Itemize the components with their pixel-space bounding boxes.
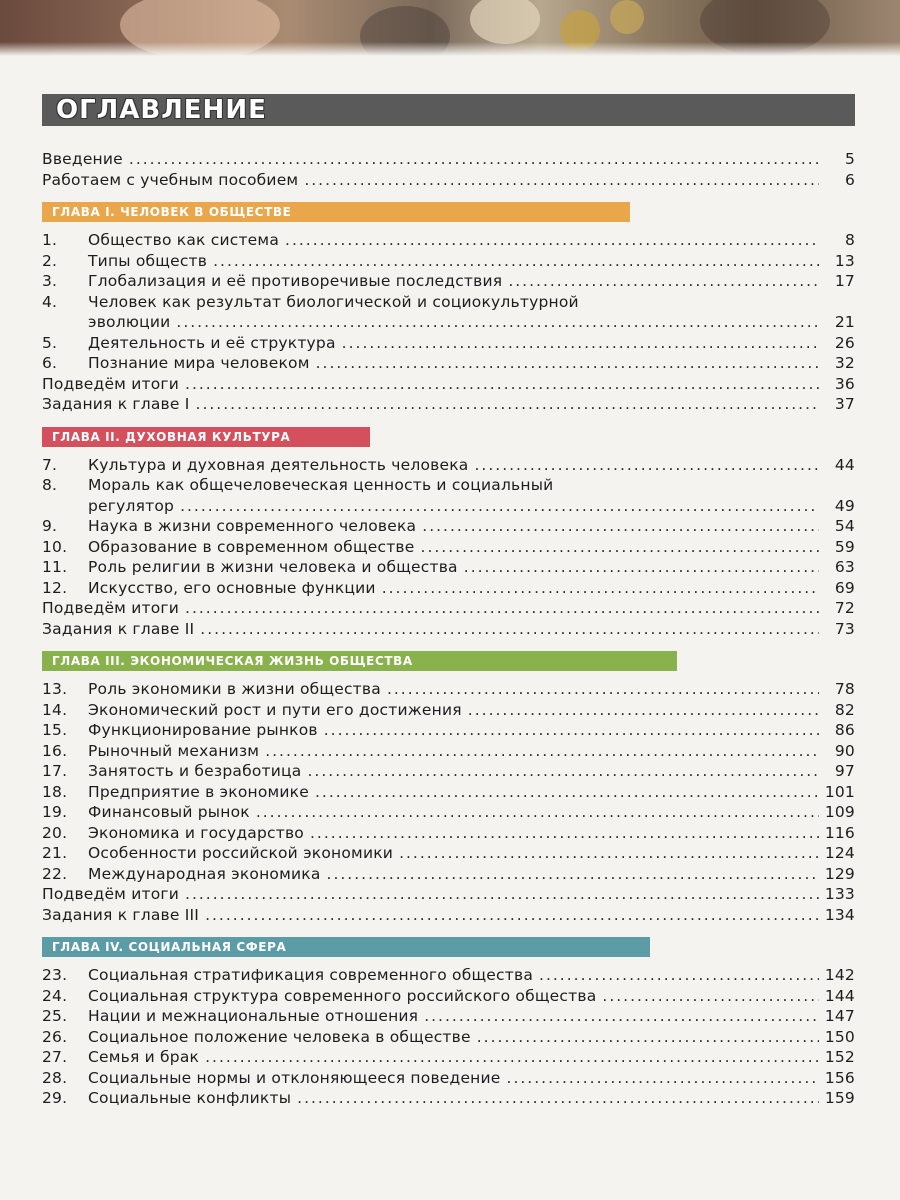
entry-number: 10. [42, 537, 68, 556]
toc-entry[interactable] [42, 803, 855, 824]
entry-number: 6. [42, 354, 58, 372]
entry-title: Мораль как общечеловеческая ценность и социальный [88, 476, 554, 494]
entry-title: Семья и брак [88, 1048, 200, 1066]
toc-entry[interactable] [42, 966, 855, 987]
dot-leader [316, 354, 819, 372]
dot-leader [310, 824, 819, 842]
dot-leader [421, 538, 819, 556]
entry-number: 24. [42, 986, 68, 1005]
dot-leader [507, 1069, 819, 1087]
dot-leader [602, 987, 818, 1005]
dot-leader [468, 701, 819, 719]
entry-page-number: 124 [824, 844, 855, 862]
dot-leader [297, 1089, 819, 1107]
entry-title: Социальные нормы и отклоняющееся поведение [88, 1068, 501, 1087]
toc-entry[interactable] [42, 395, 855, 416]
toc-entry[interactable] [42, 456, 855, 477]
entry-title: Социальное положение человека в обществе [88, 1027, 471, 1046]
toc-entry[interactable] [42, 334, 855, 355]
toc-entry[interactable] [42, 231, 855, 252]
entry-number: 18. [42, 782, 68, 801]
entry-page-number: 13 [834, 251, 855, 270]
toc-entry[interactable] [42, 885, 855, 906]
dot-leader [464, 558, 819, 576]
entry-number: 9. [42, 517, 58, 535]
entry-title: Экономика и государство [88, 823, 304, 842]
chapter-heading[interactable]: ГЛАВА III. ЭКОНОМИЧЕСКАЯ ЖИЗНЬ ОБЩЕСТВА [42, 651, 677, 671]
entry-page-number: 134 [824, 905, 855, 924]
toc-entry[interactable] [42, 538, 855, 559]
entry-number: 12. [42, 578, 68, 597]
entry-page-number: 97 [834, 762, 855, 780]
entry-title: Рыночный механизм [88, 741, 260, 760]
toc-entry[interactable] [42, 1048, 855, 1069]
entry-number: 8. [42, 476, 58, 494]
entry-page-number: 129 [824, 864, 855, 883]
entry-page-number: 82 [834, 700, 855, 719]
entry-page-number: 63 [834, 558, 855, 576]
dot-leader [508, 272, 819, 290]
chapter-heading[interactable]: ГЛАВА IV. СОЦИАЛЬНАЯ СФЕРА [42, 937, 650, 957]
entry-number: 14. [42, 700, 68, 719]
entry-title: Предприятие в экономике [88, 782, 309, 801]
entry-page-number: 37 [834, 395, 855, 413]
toc-entry[interactable] [42, 824, 855, 845]
entry-number: 5. [42, 333, 58, 352]
entry-page-number: 101 [824, 782, 855, 801]
dot-leader [315, 783, 819, 801]
dot-leader [196, 395, 819, 413]
dot-leader [213, 252, 819, 270]
entry-title: Подведём итоги [42, 374, 180, 393]
toc-entry[interactable] [42, 150, 855, 171]
dot-leader [185, 375, 819, 393]
entry-page-number: 152 [824, 1048, 855, 1066]
dot-leader [185, 599, 819, 617]
table-of-contents [42, 150, 855, 1110]
entry-number: 2. [42, 251, 58, 270]
entry-title: Финансовый рынок [88, 803, 250, 821]
entry-number: 23. [42, 966, 68, 984]
entry-title-continuation: регулятор [88, 496, 175, 515]
entry-number: 26. [42, 1027, 68, 1046]
entry-page-number: 116 [824, 823, 855, 842]
heading-bar [42, 94, 855, 126]
toc-entry[interactable] [42, 844, 855, 865]
toc-entry[interactable] [42, 680, 855, 701]
entry-page-number: 59 [834, 537, 855, 556]
entry-title: Глобализация и её противоречивые последствия [88, 272, 503, 290]
entry-title: Культура и духовная деятельность человека [88, 455, 469, 474]
dot-leader [200, 620, 819, 638]
dot-leader [382, 579, 819, 597]
toc-entry[interactable] [42, 476, 855, 497]
entry-page-number: 6 [844, 170, 855, 189]
entry-number: 19. [42, 803, 68, 821]
entry-title: Подведём итоги [42, 599, 180, 617]
entry-page-number: 8 [844, 231, 855, 249]
toc-entry[interactable] [42, 742, 855, 763]
entry-page-number: 144 [824, 986, 855, 1005]
entry-number: 13. [42, 680, 68, 698]
toc-entry[interactable] [42, 272, 855, 293]
toc-entry[interactable] [42, 1069, 855, 1090]
toc-entry[interactable] [42, 762, 855, 783]
dot-leader [474, 456, 819, 474]
dot-leader [304, 171, 819, 189]
entry-number: 29. [42, 1089, 68, 1107]
entry-title: Занятость и безработица [88, 762, 302, 780]
entry-page-number: 17 [834, 272, 855, 290]
entry-title: Нации и межнациональные отношения [88, 1007, 419, 1025]
entry-page-number: 73 [834, 619, 855, 638]
entry-number: 1. [42, 231, 58, 249]
dot-leader [342, 334, 819, 352]
entry-title: Задания к главе I [42, 395, 190, 413]
entry-page-number: 133 [824, 885, 855, 903]
toc-entry[interactable] [42, 579, 855, 600]
entry-number: 17. [42, 762, 68, 780]
entry-title: Социальная стратификация современного общества [88, 966, 534, 984]
page-title: ОГЛАВЛЕНИЕ [56, 95, 267, 125]
entry-page-number: 5 [844, 150, 855, 168]
entry-page-number: 86 [834, 721, 855, 739]
entry-title: Социальные конфликты [88, 1089, 292, 1107]
dot-leader [205, 906, 819, 924]
entry-page-number: 109 [824, 803, 855, 821]
toc-entry-continuation[interactable] [42, 497, 855, 518]
entry-number: 16. [42, 741, 68, 760]
entry-page-number: 90 [834, 741, 855, 760]
entry-number: 25. [42, 1007, 68, 1025]
dot-leader [256, 803, 819, 821]
entry-title: Роль религии в жизни человека и общества [88, 558, 458, 576]
entry-title: Общество как система [88, 231, 280, 249]
dot-leader [327, 865, 819, 883]
toc-entry[interactable] [42, 906, 855, 927]
dot-leader [205, 1048, 819, 1066]
dot-leader [387, 680, 819, 698]
dot-leader [324, 721, 819, 739]
entry-title: Международная экономика [88, 864, 321, 883]
entry-number: 21. [42, 844, 68, 862]
entry-page-number: 142 [824, 966, 855, 984]
entry-number: 20. [42, 823, 68, 842]
entry-title: Подведём итоги [42, 885, 180, 903]
toc-entry[interactable] [42, 293, 855, 314]
entry-page-number: 159 [824, 1089, 855, 1107]
entry-page-number: 21 [834, 313, 855, 331]
entry-page-number: 78 [834, 680, 855, 698]
entry-title: Введение [42, 150, 123, 168]
entry-page-number: 54 [834, 517, 855, 535]
entry-number: 22. [42, 864, 68, 883]
entry-title: Искусство, его основные функции [88, 578, 376, 597]
entry-number: 3. [42, 272, 58, 290]
entry-number: 7. [42, 455, 58, 474]
entry-page-number: 44 [834, 455, 855, 474]
dot-leader [424, 1007, 819, 1025]
entry-title: Экономический рост и пути его достижения [88, 700, 462, 719]
entry-title: Типы обществ [88, 251, 208, 270]
dot-leader [539, 966, 819, 984]
entry-number: 27. [42, 1048, 68, 1066]
toc-entry[interactable] [42, 701, 855, 722]
toc-entry[interactable] [42, 252, 855, 273]
chapter-heading[interactable]: ГЛАВА II. ДУХОВНАЯ КУЛЬТУРА [42, 427, 370, 447]
entry-page-number: 32 [834, 354, 855, 372]
entry-page-number: 156 [824, 1068, 855, 1087]
dot-leader [185, 885, 819, 903]
entry-title: Познание мира человеком [88, 354, 310, 372]
toc-entry[interactable] [42, 721, 855, 742]
entry-title: Образование в современном обществе [88, 537, 415, 556]
entry-title: Роль экономики в жизни общества [88, 680, 381, 698]
entry-title: Особенности российской экономики [88, 844, 394, 862]
entry-number: 15. [42, 721, 68, 739]
toc-entry[interactable] [42, 354, 855, 375]
chapter-heading[interactable]: ГЛАВА I. ЧЕЛОВЕК В ОБЩЕСТВЕ [42, 202, 630, 222]
entry-number: 11. [42, 558, 68, 576]
toc-entry[interactable] [42, 987, 855, 1008]
entry-title: Задания к главе II [42, 619, 195, 638]
entry-title: Наука в жизни современного человека [88, 517, 417, 535]
entry-number: 4. [42, 292, 58, 311]
entry-title: Задания к главе III [42, 905, 200, 924]
toc-entry[interactable] [42, 865, 855, 886]
toc-entry[interactable] [42, 171, 855, 192]
toc-entry-continuation[interactable] [42, 313, 855, 334]
toc-entry[interactable] [42, 375, 855, 396]
entry-page-number: 49 [834, 496, 855, 515]
dot-leader [285, 231, 819, 249]
dot-leader [308, 762, 820, 780]
entry-page-number: 36 [834, 374, 855, 393]
dot-leader [422, 517, 819, 535]
entry-page-number: 72 [834, 599, 855, 617]
entry-page-number: 150 [824, 1027, 855, 1046]
toc-entry[interactable] [42, 783, 855, 804]
entry-number: 28. [42, 1068, 68, 1087]
dot-leader [176, 313, 819, 331]
entry-page-number: 147 [824, 1007, 855, 1025]
toc-entry[interactable] [42, 620, 855, 641]
entry-page-number: 69 [834, 578, 855, 597]
toc-entry[interactable] [42, 558, 855, 579]
dot-leader [180, 497, 819, 515]
toc-entry[interactable] [42, 1028, 855, 1049]
cover-photo-strip [0, 0, 900, 56]
dot-leader [477, 1028, 819, 1046]
entry-title: Деятельность и её структура [88, 333, 336, 352]
entry-page-number: 26 [834, 333, 855, 352]
toc-entry[interactable] [42, 1089, 855, 1110]
toc-entry[interactable] [42, 1007, 855, 1028]
toc-entry[interactable] [42, 517, 855, 538]
entry-title: Функционирование рынков [88, 721, 318, 739]
entry-title-continuation: эволюции [88, 313, 171, 331]
dot-leader [265, 742, 819, 760]
entry-title: Социальная структура современного российского общества [88, 986, 597, 1005]
entry-title: Работаем с учебным пособием [42, 170, 299, 189]
dot-leader [399, 844, 819, 862]
dot-leader [129, 150, 819, 168]
entry-title: Человек как результат биологической и социокультурной [88, 292, 579, 311]
toc-entry[interactable] [42, 599, 855, 620]
